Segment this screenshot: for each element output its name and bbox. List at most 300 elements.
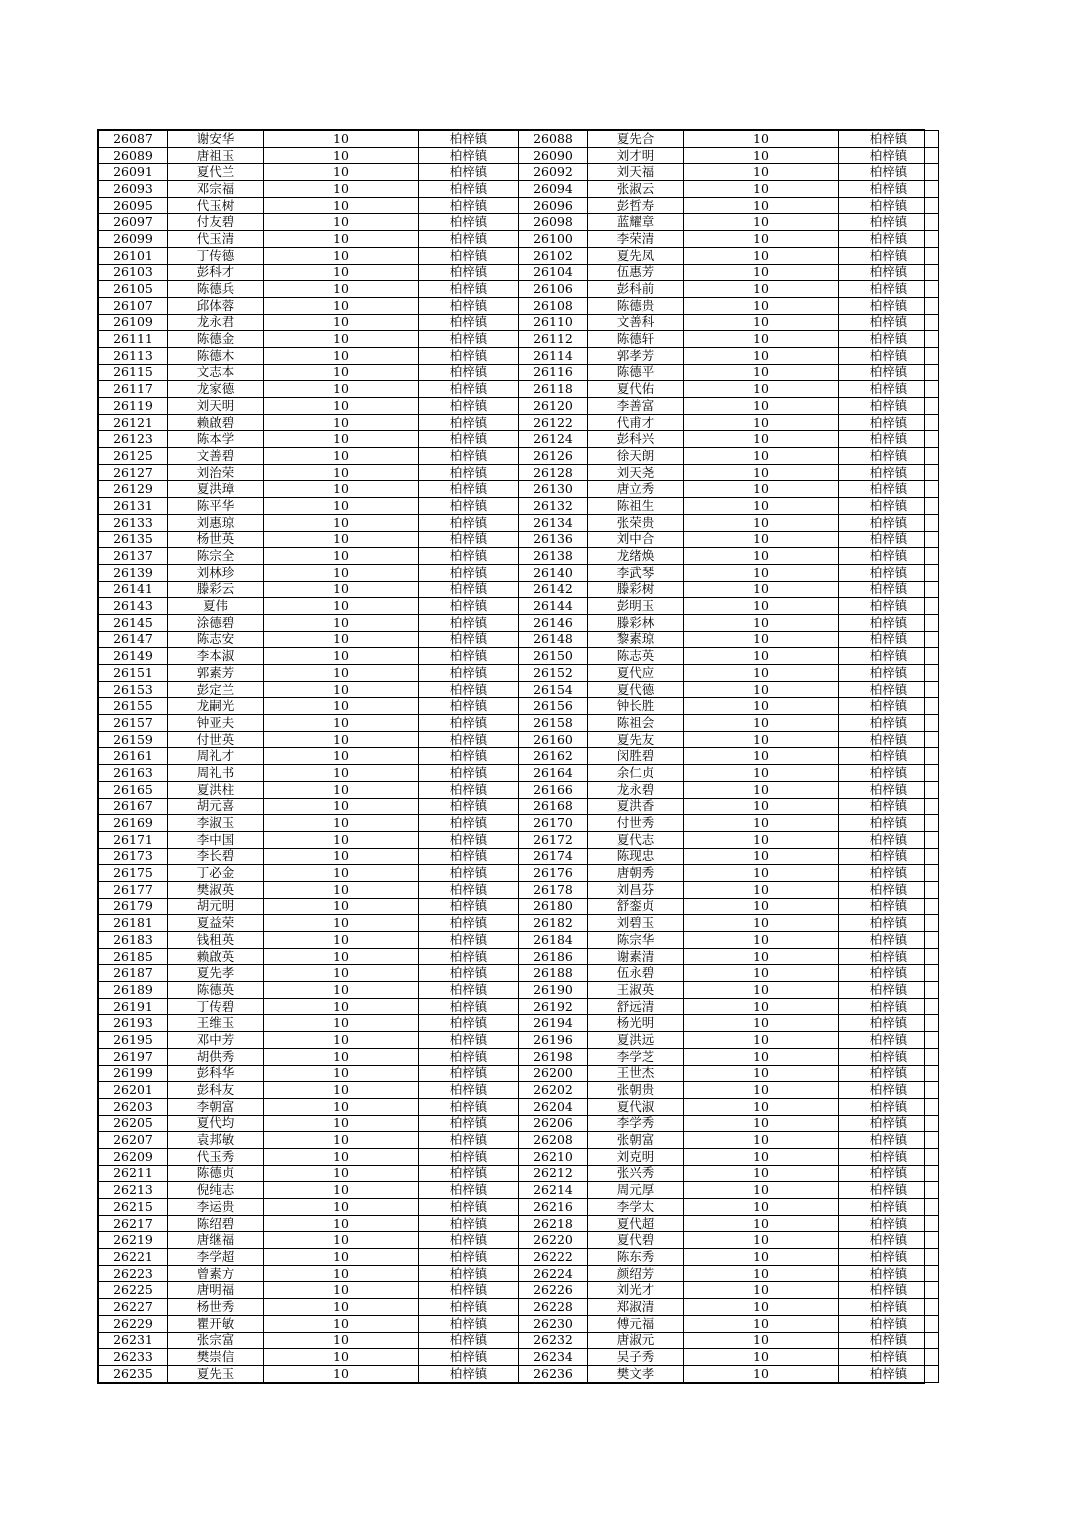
record-id: 26114 [519,347,588,364]
table-row [99,347,939,364]
record-id: 26166 [519,781,588,798]
amount-cell: 10 [264,1182,419,1199]
amount-cell: 10 [684,998,839,1015]
amount-cell: 10 [684,748,839,765]
record-id: 26217 [99,1215,168,1232]
person-name: 刘中合 [588,531,684,548]
table-row [99,1215,939,1232]
record-id: 26140 [519,564,588,581]
person-name: 夏代淑 [588,1098,684,1115]
record-id: 26196 [519,1032,588,1049]
table-row [99,1249,939,1266]
town-cell: 柏梓镇 [419,498,519,515]
amount-cell: 10 [264,798,419,815]
town-cell: 柏梓镇 [419,297,519,314]
amount-cell: 10 [684,1082,839,1099]
table-row [99,631,939,648]
amount-cell: 10 [684,498,839,515]
town-cell: 柏梓镇 [419,1315,519,1332]
person-name: 彭定兰 [168,681,264,698]
person-name: 陈德木 [168,347,264,364]
town-cell: 柏梓镇 [839,431,939,448]
person-name: 滕彩林 [588,614,684,631]
person-name: 王淑英 [588,982,684,999]
record-id: 26234 [519,1349,588,1366]
table-row [99,881,939,898]
record-id: 26131 [99,498,168,515]
record-id: 26212 [519,1165,588,1182]
table-row [99,681,939,698]
town-cell: 柏梓镇 [839,448,939,465]
amount-cell: 10 [684,698,839,715]
person-name: 夏先玉 [168,1365,264,1382]
person-name: 李长碧 [168,848,264,865]
person-name: 谢安华 [168,131,264,148]
amount-cell: 10 [684,331,839,348]
town-cell: 柏梓镇 [839,1232,939,1249]
person-name: 夏代碧 [588,1232,684,1249]
town-cell: 柏梓镇 [839,1165,939,1182]
town-cell: 柏梓镇 [419,181,519,198]
town-cell: 柏梓镇 [839,1182,939,1199]
record-id: 26210 [519,1148,588,1165]
town-cell: 柏梓镇 [419,164,519,181]
table-row [99,181,939,198]
person-name: 唐祖玉 [168,147,264,164]
person-name: 舒远清 [588,998,684,1015]
town-cell: 柏梓镇 [419,831,519,848]
person-name: 张兴秀 [588,1165,684,1182]
person-name: 代甫才 [588,414,684,431]
table-row [99,1165,939,1182]
town-cell: 柏梓镇 [839,197,939,214]
amount-cell: 10 [264,731,419,748]
amount-cell: 10 [684,932,839,949]
town-cell: 柏梓镇 [839,181,939,198]
town-cell: 柏梓镇 [419,514,519,531]
town-cell: 柏梓镇 [839,715,939,732]
person-name: 滕彩树 [588,581,684,598]
town-cell: 柏梓镇 [839,748,939,765]
town-cell: 柏梓镇 [839,147,939,164]
amount-cell: 10 [264,514,419,531]
table-row [99,898,939,915]
town-cell: 柏梓镇 [839,881,939,898]
record-id: 26209 [99,1148,168,1165]
amount-cell: 10 [264,564,419,581]
record-id: 26129 [99,481,168,498]
person-name: 陈祖会 [588,715,684,732]
town-cell: 柏梓镇 [839,581,939,598]
person-name: 李学太 [588,1199,684,1216]
records-body [99,131,939,1383]
amount-cell: 10 [684,915,839,932]
person-name: 杨世英 [168,531,264,548]
town-cell: 柏梓镇 [839,631,939,648]
amount-cell: 10 [264,364,419,381]
table-row [99,214,939,231]
amount-cell: 10 [264,247,419,264]
record-id: 26199 [99,1065,168,1082]
person-name: 樊崇信 [168,1349,264,1366]
person-name: 陈德贞 [168,1165,264,1182]
person-name: 龙嗣光 [168,698,264,715]
table-row [99,731,939,748]
record-id: 26188 [519,965,588,982]
record-id: 26183 [99,932,168,949]
town-cell: 柏梓镇 [839,648,939,665]
town-cell: 柏梓镇 [419,1249,519,1266]
record-id: 26195 [99,1032,168,1049]
person-name: 丁传碧 [168,998,264,1015]
record-id: 26222 [519,1249,588,1266]
person-name: 张朝富 [588,1132,684,1149]
town-cell: 柏梓镇 [419,631,519,648]
record-id: 26203 [99,1098,168,1115]
person-name: 陈现忠 [588,848,684,865]
record-id: 26232 [519,1332,588,1349]
record-id: 26096 [519,197,588,214]
record-id: 26190 [519,982,588,999]
person-name: 胡元喜 [168,798,264,815]
amount-cell: 10 [264,781,419,798]
amount-cell: 10 [264,181,419,198]
person-name: 瞿开敏 [168,1315,264,1332]
person-name: 陈德轩 [588,331,684,348]
town-cell: 柏梓镇 [419,548,519,565]
table-row [99,448,939,465]
town-cell: 柏梓镇 [839,314,939,331]
amount-cell: 10 [684,614,839,631]
record-id: 26136 [519,531,588,548]
records-table [98,130,939,1383]
record-id: 26107 [99,297,168,314]
record-id: 26153 [99,681,168,698]
person-name: 刘昌芬 [588,881,684,898]
person-name: 李学超 [168,1249,264,1266]
table-row [99,231,939,248]
record-id: 26097 [99,214,168,231]
amount-cell: 10 [264,381,419,398]
town-cell: 柏梓镇 [839,481,939,498]
person-name: 刘林珍 [168,564,264,581]
table-row [99,965,939,982]
table-row [99,531,939,548]
town-cell: 柏梓镇 [839,932,939,949]
table-row [99,297,939,314]
town-cell: 柏梓镇 [839,965,939,982]
record-id: 26098 [519,214,588,231]
amount-cell: 10 [684,898,839,915]
table-row [99,464,939,481]
amount-cell: 10 [264,498,419,515]
record-id: 26109 [99,314,168,331]
town-cell: 柏梓镇 [839,614,939,631]
person-name: 唐继福 [168,1232,264,1249]
amount-cell: 10 [684,364,839,381]
table-row [99,581,939,598]
person-name: 李朝富 [168,1098,264,1115]
town-cell: 柏梓镇 [419,681,519,698]
record-id: 26154 [519,681,588,698]
record-id: 26103 [99,264,168,281]
amount-cell: 10 [684,197,839,214]
amount-cell: 10 [264,1332,419,1349]
record-id: 26233 [99,1349,168,1366]
person-name: 陈本学 [168,431,264,448]
amount-cell: 10 [684,1065,839,1082]
person-name: 陈德贵 [588,297,684,314]
record-id: 26119 [99,398,168,415]
record-id: 26218 [519,1215,588,1232]
record-id: 26124 [519,431,588,448]
table-row [99,715,939,732]
town-cell: 柏梓镇 [419,598,519,615]
amount-cell: 10 [264,1082,419,1099]
town-cell: 柏梓镇 [419,748,519,765]
amount-cell: 10 [684,1132,839,1149]
amount-cell: 10 [684,564,839,581]
amount-cell: 10 [684,247,839,264]
person-name: 赖啟碧 [168,414,264,431]
record-id: 26159 [99,731,168,748]
person-name: 陈德兵 [168,281,264,298]
town-cell: 柏梓镇 [419,715,519,732]
record-id: 26167 [99,798,168,815]
record-id: 26194 [519,1015,588,1032]
record-id: 26197 [99,1048,168,1065]
record-id: 26191 [99,998,168,1015]
record-id: 26223 [99,1265,168,1282]
amount-cell: 10 [684,314,839,331]
record-id: 26149 [99,648,168,665]
table-row [99,648,939,665]
town-cell: 柏梓镇 [839,1132,939,1149]
person-name: 樊淑英 [168,881,264,898]
amount-cell: 10 [264,765,419,782]
amount-cell: 10 [684,448,839,465]
record-id: 26127 [99,464,168,481]
town-cell: 柏梓镇 [839,865,939,882]
record-id: 26198 [519,1048,588,1065]
table-row [99,364,939,381]
amount-cell: 10 [264,1148,419,1165]
town-cell: 柏梓镇 [419,881,519,898]
person-name: 丁传德 [168,247,264,264]
town-cell: 柏梓镇 [419,915,519,932]
person-name: 夏先凤 [588,247,684,264]
table-row [99,1115,939,1132]
person-name: 吴子秀 [588,1349,684,1366]
person-name: 刘光才 [588,1282,684,1299]
person-name: 李学秀 [588,1115,684,1132]
town-cell: 柏梓镇 [839,982,939,999]
person-name: 李本淑 [168,648,264,665]
record-id: 26177 [99,881,168,898]
town-cell: 柏梓镇 [419,564,519,581]
record-id: 26130 [519,481,588,498]
record-id: 26090 [519,147,588,164]
amount-cell: 10 [264,581,419,598]
record-id: 26113 [99,347,168,364]
person-name: 夏代超 [588,1215,684,1232]
record-id: 26225 [99,1282,168,1299]
record-id: 26205 [99,1115,168,1132]
town-cell: 柏梓镇 [839,798,939,815]
town-cell: 柏梓镇 [419,1215,519,1232]
record-id: 26230 [519,1315,588,1332]
amount-cell: 10 [684,398,839,415]
record-id: 26185 [99,948,168,965]
town-cell: 柏梓镇 [419,698,519,715]
amount-cell: 10 [684,715,839,732]
record-id: 26100 [519,231,588,248]
table-row [99,281,939,298]
town-cell: 柏梓镇 [419,781,519,798]
table-row [99,381,939,398]
person-name: 曾素方 [168,1265,264,1282]
person-name: 夏代均 [168,1115,264,1132]
person-name: 彭科兴 [588,431,684,448]
amount-cell: 10 [684,281,839,298]
amount-cell: 10 [264,1132,419,1149]
town-cell: 柏梓镇 [419,264,519,281]
amount-cell: 10 [684,1098,839,1115]
amount-cell: 10 [264,164,419,181]
amount-cell: 10 [264,915,419,932]
town-cell: 柏梓镇 [839,1315,939,1332]
amount-cell: 10 [264,1215,419,1232]
amount-cell: 10 [684,598,839,615]
town-cell: 柏梓镇 [419,665,519,682]
record-id: 26172 [519,831,588,848]
record-id: 26220 [519,1232,588,1249]
town-cell: 柏梓镇 [839,698,939,715]
person-name: 周礼才 [168,748,264,765]
person-name: 李荣清 [588,231,684,248]
person-name: 付世英 [168,731,264,748]
record-id: 26088 [519,131,588,148]
person-name: 龙家德 [168,381,264,398]
record-id: 26170 [519,815,588,832]
record-id: 26224 [519,1265,588,1282]
person-name: 唐朝秀 [588,865,684,882]
table-row [99,614,939,631]
town-cell: 柏梓镇 [839,247,939,264]
town-cell: 柏梓镇 [839,1115,939,1132]
town-cell: 柏梓镇 [839,781,939,798]
record-id: 26155 [99,698,168,715]
person-name: 代玉秀 [168,1148,264,1165]
person-name: 夏先友 [588,731,684,748]
town-cell: 柏梓镇 [419,648,519,665]
table-row [99,1282,939,1299]
person-name: 陈志英 [588,648,684,665]
record-id: 26186 [519,948,588,965]
record-id: 26165 [99,781,168,798]
amount-cell: 10 [684,798,839,815]
town-cell: 柏梓镇 [839,1282,939,1299]
town-cell: 柏梓镇 [419,932,519,949]
town-cell: 柏梓镇 [839,564,939,581]
town-cell: 柏梓镇 [839,1032,939,1049]
town-cell: 柏梓镇 [419,1098,519,1115]
person-name: 刘惠琼 [168,514,264,531]
amount-cell: 10 [684,1032,839,1049]
record-id: 26208 [519,1132,588,1149]
town-cell: 柏梓镇 [839,131,939,148]
town-cell: 柏梓镇 [839,1082,939,1099]
town-cell: 柏梓镇 [419,1299,519,1316]
amount-cell: 10 [264,481,419,498]
amount-cell: 10 [684,464,839,481]
town-cell: 柏梓镇 [419,247,519,264]
person-name: 郭素芳 [168,665,264,682]
amount-cell: 10 [684,1048,839,1065]
town-cell: 柏梓镇 [419,1232,519,1249]
record-id: 26226 [519,1282,588,1299]
amount-cell: 10 [264,131,419,148]
person-name: 龙永碧 [588,781,684,798]
town-cell: 柏梓镇 [419,865,519,882]
person-name: 郑淑清 [588,1299,684,1316]
town-cell: 柏梓镇 [839,681,939,698]
amount-cell: 10 [264,1165,419,1182]
table-row [99,431,939,448]
person-name: 杨世秀 [168,1299,264,1316]
town-cell: 柏梓镇 [419,765,519,782]
table-row [99,598,939,615]
person-name: 邓宗福 [168,181,264,198]
amount-cell: 10 [684,431,839,448]
amount-cell: 10 [264,698,419,715]
table-row [99,1182,939,1199]
person-name: 胡供秀 [168,1048,264,1065]
amount-cell: 10 [264,1365,419,1382]
amount-cell: 10 [264,231,419,248]
amount-cell: 10 [264,398,419,415]
record-id: 26133 [99,514,168,531]
amount-cell: 10 [684,214,839,231]
town-cell: 柏梓镇 [839,531,939,548]
table-row [99,498,939,515]
person-name: 袁邦敏 [168,1132,264,1149]
record-id: 26134 [519,514,588,531]
person-name: 夏益荣 [168,915,264,932]
town-cell: 柏梓镇 [419,1182,519,1199]
record-id: 26204 [519,1098,588,1115]
amount-cell: 10 [684,1115,839,1132]
amount-cell: 10 [684,264,839,281]
person-name: 周礼书 [168,765,264,782]
record-id: 26141 [99,581,168,598]
town-cell: 柏梓镇 [419,214,519,231]
person-name: 陈祖生 [588,498,684,515]
record-id: 26215 [99,1199,168,1216]
town-cell: 柏梓镇 [839,815,939,832]
town-cell: 柏梓镇 [419,1365,519,1382]
table-row [99,314,939,331]
amount-cell: 10 [264,715,419,732]
record-id: 26148 [519,631,588,648]
town-cell: 柏梓镇 [419,414,519,431]
record-id: 26105 [99,281,168,298]
town-cell: 柏梓镇 [839,231,939,248]
amount-cell: 10 [264,347,419,364]
record-id: 26157 [99,715,168,732]
person-name: 刘天明 [168,398,264,415]
person-name: 傅元福 [588,1315,684,1332]
